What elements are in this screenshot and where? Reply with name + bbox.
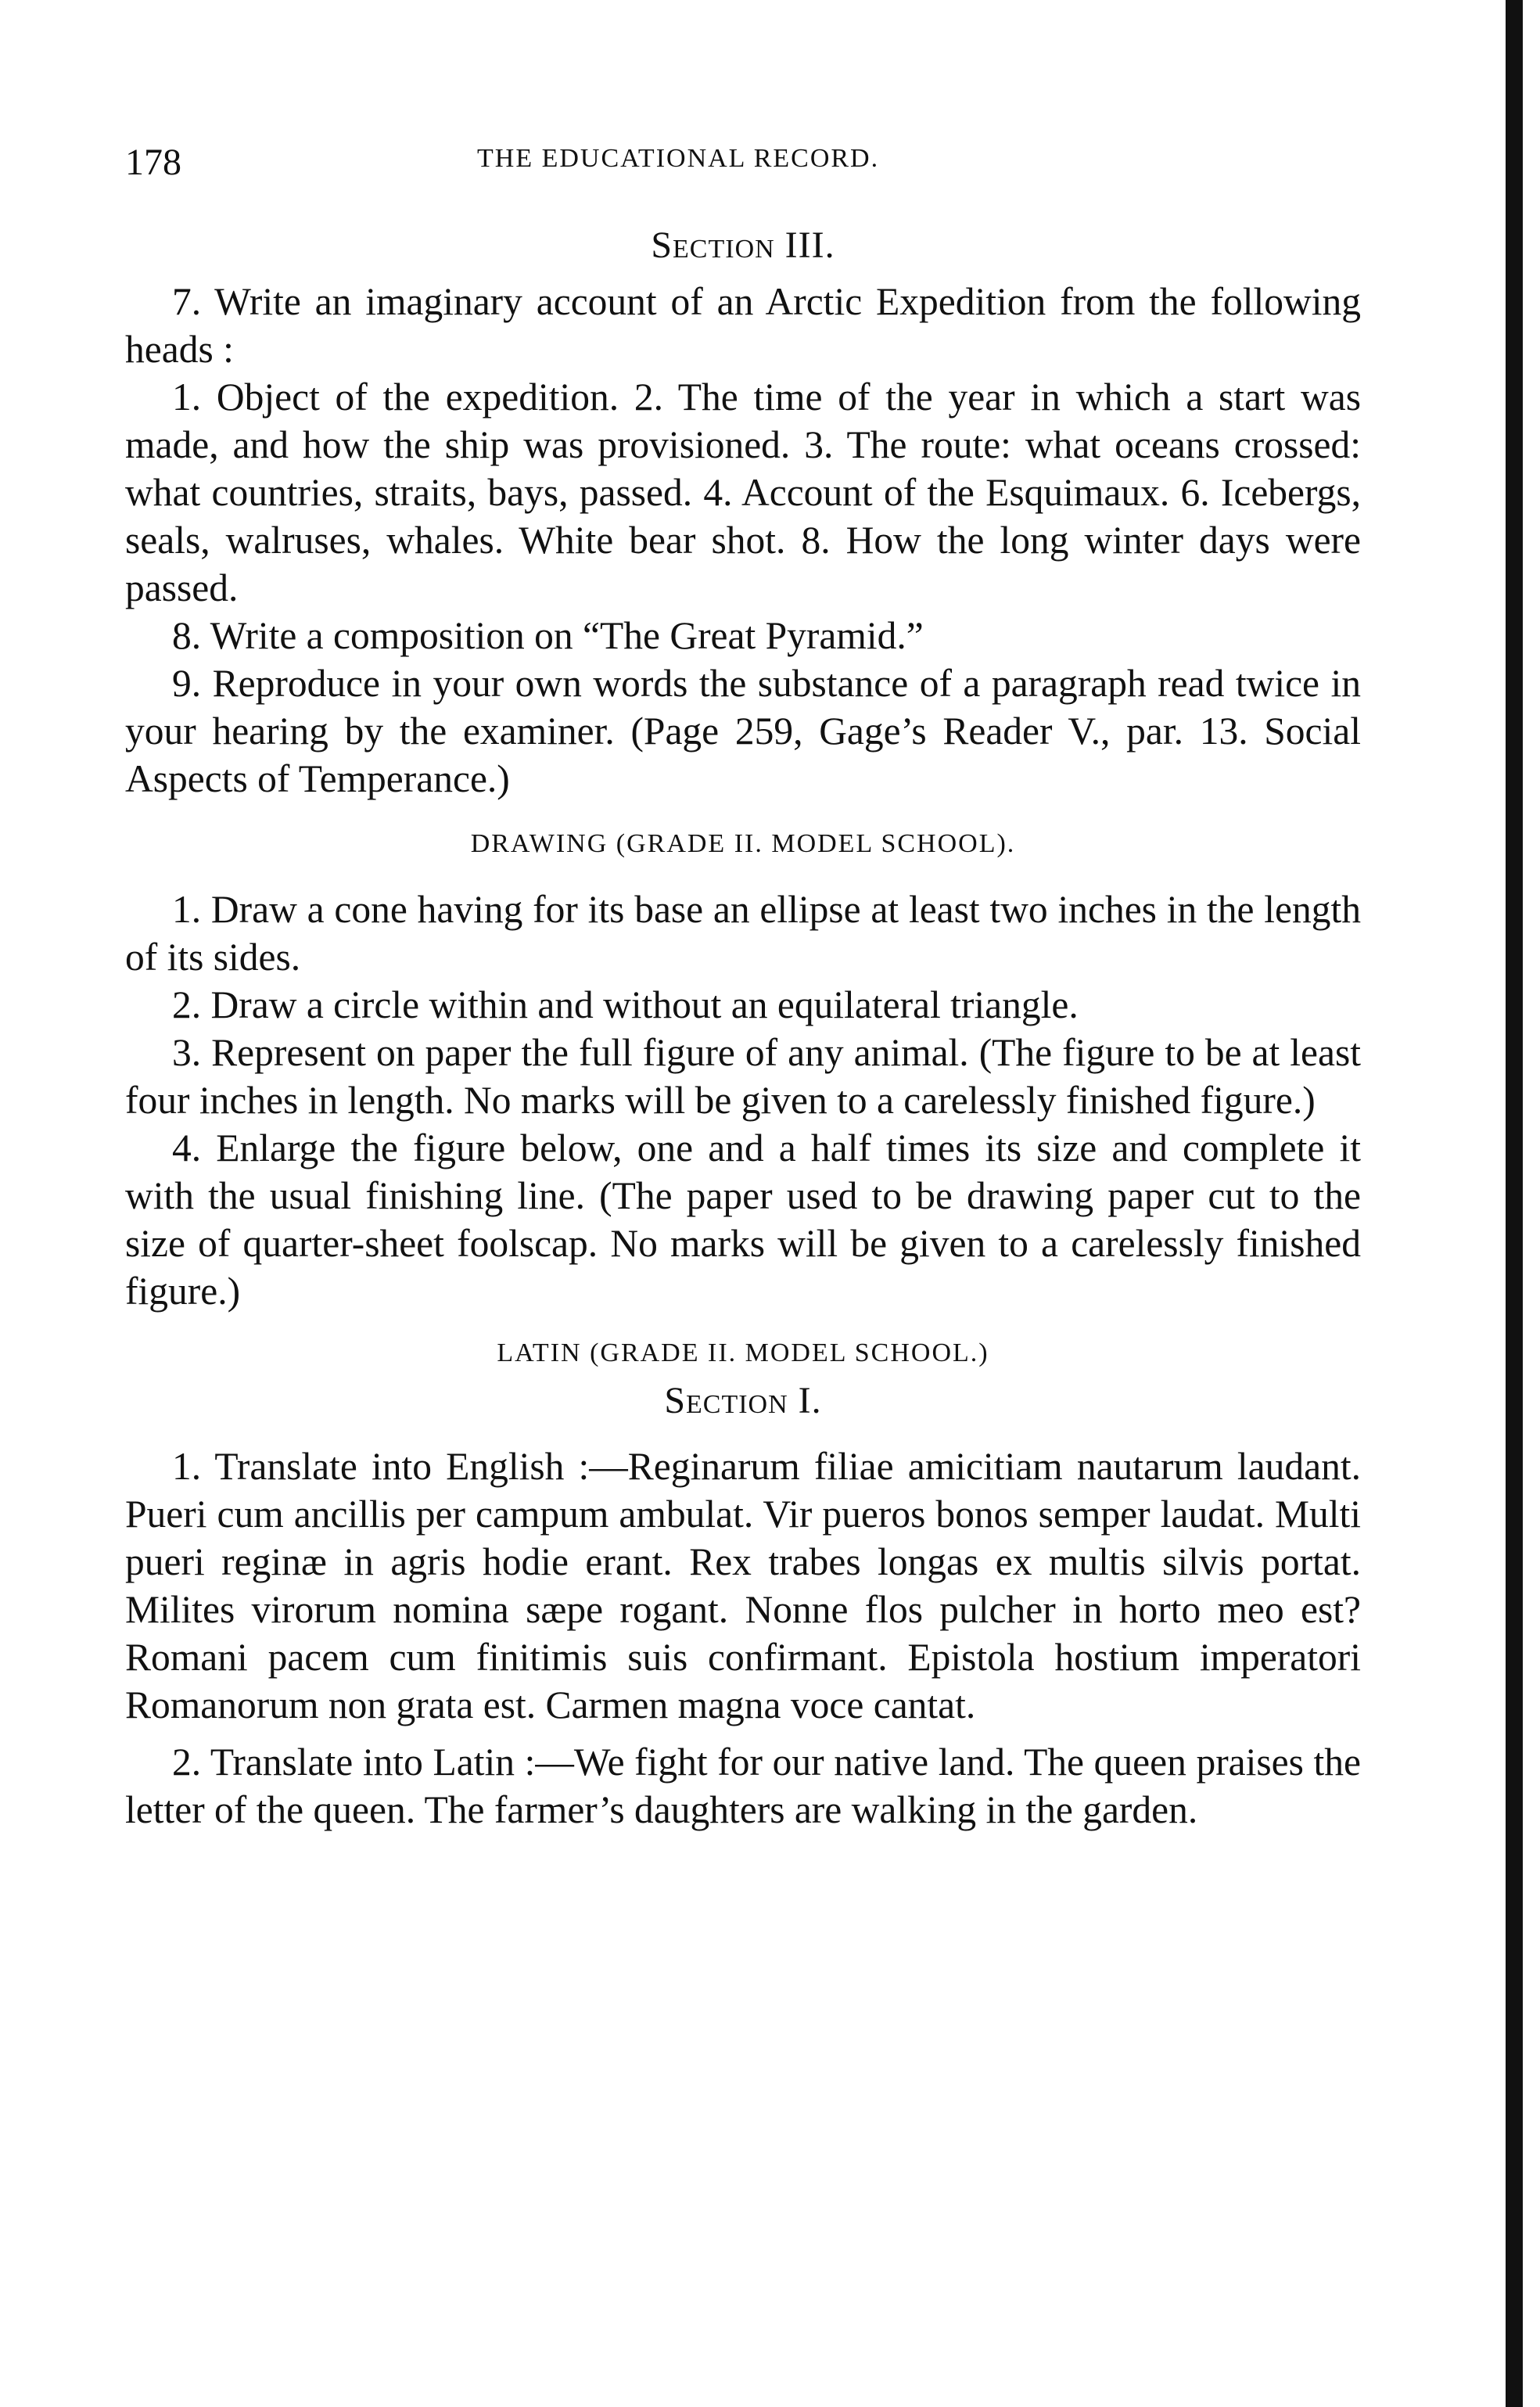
latin-question-2: 2. Translate into Latin :—We fight for our native land. The queen praises the letter of the queen. The farmer’s daughters are walking in the garden. (125, 1741, 1361, 1831)
section-iii-heading: Section III. (651, 225, 835, 266)
drawing-question-1: 1. Draw a cone having for its base an ellipse at least two inches in the length of its sides. (125, 888, 1361, 979)
question-9: 9. Reproduce in your own words the substance of a paragraph read twice in your hearing by the examiner. (Page 259, Gage’s Reader V., par. 13. Social Aspects of Temperance.) (125, 662, 1361, 800)
page (125, 141, 1361, 1834)
drawing-heading: DRAWING (GRADE II. MODEL SCHOOL). (470, 829, 1016, 858)
drawing-question-3: 3. Represent on paper the full figure of any animal. (The figure to be at least four inches in length. No marks will be given to a carelessly finished figure.) (125, 1031, 1361, 1122)
drawing-question-2: 2. Draw a circle within and without an equilateral triangle. (172, 983, 1079, 1026)
page-number: 178 (125, 142, 181, 183)
latin-question-1: 1. Translate into English :—Reginarum filiae amicitiam nautarum laudant. Pueri cum ancillis per campum ambulat. Vir pueros bonos semper laudat. Multi pueri reginæ in agris hodie erant. Rex trabes longas ex multis silvis portat. Milites virorum nomina sæpe rogant. Nonne flos pulcher in horto meo est? Romani pacem cum finitimis suis confirmant. Epistola hostium imperatori Romanorum non grata est. Carmen magna voce cantat. (125, 1445, 1361, 1726)
latin-heading: LATIN (GRADE II. MODEL SCHOOL.) (497, 1338, 989, 1367)
question-7-heads: 1. Object of the expedition. 2. The time of the year in which a start was made, and how the ship was provisioned. 3. The route: what oceans crossed: what countries, straits, bays, passed. 4. Account of the Esquimaux. 6. Icebergs, seals, walruses, whales. White bear shot. 8. How the long winter days were passed. (125, 375, 1361, 609)
drawing-question-4: 4. Enlarge the figure below, one and a half times its size and complete it with the usual finishing line. (The paper used to be drawing paper cut to the size of quarter-sheet foolscap. No marks will be given to a carelessly finished figure.) (125, 1126, 1361, 1313)
running-head: THE EDUCATIONAL RECORD. (477, 144, 880, 173)
question-8: 8. Write a composition on “The Great Pyramid.” (172, 614, 924, 657)
latin-section-i-heading: Section I. (664, 1380, 822, 1421)
question-7-intro: 7. Write an imaginary account of an Arctic Expedition from the following heads : (125, 280, 1361, 371)
page-header (125, 141, 1361, 196)
page-edge-rule (1506, 0, 1523, 2407)
